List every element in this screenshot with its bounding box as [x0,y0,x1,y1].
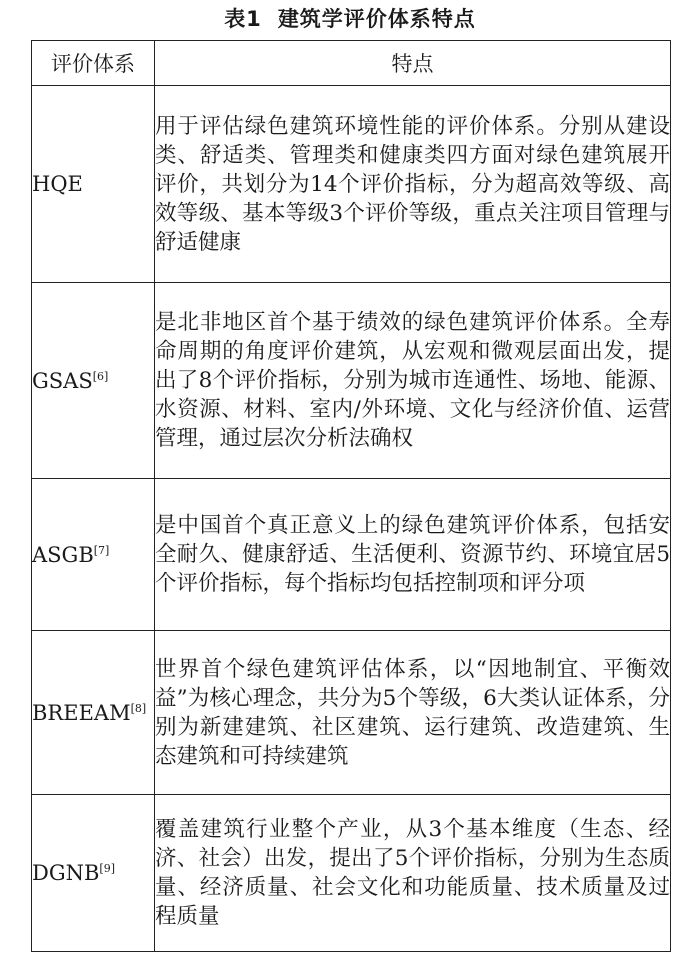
system-name-cell [32,86,155,283]
table-row [32,86,671,283]
system-name-cell [32,795,155,952]
column-header-system: 评价体系 [32,41,155,86]
table-row [32,283,671,479]
table-number: 表1 [224,7,262,31]
system-name-cell [32,479,155,631]
system-name: ASGB [32,542,94,567]
system-description: 用于评估绿色建筑环境性能的评价体系。分别从建设类、舒适类、管理类和健康类四方面对绿色建筑展开评价，共划分为14个评价指标，分为超高效等级、高效等级、基本等级3个评价等级，重点关注项目管理与舒适健康 [155,86,671,283]
system-description: 世界首个绿色建筑评估体系，以“因地制宜、平衡效益”为核心理念，共分为5个等级，6大类认证体系，分别为新建建筑、社区建筑、运行建筑、改造建筑、生态建筑和可持续建筑 [155,631,671,795]
table-row [32,631,671,795]
table-row [32,795,671,952]
column-header-features: 特点 [155,41,671,86]
reference-mark: [6] [92,369,109,383]
system-name: DGNB [32,861,100,885]
table-row [32,479,671,631]
system-description: 是北非地区首个基于绩效的绿色建筑评价体系。全寿命周期的角度评价建筑，从宏观和微观层面出发，提出了8个评价指标，分别为城市连通性、场地、能源、水资源、材料、室内/外环境、文化与经济价值、运营管理，通过层次分析法确权 [155,283,671,479]
system-name-cell [32,631,155,795]
reference-mark: [8] [130,701,147,715]
table-caption [0,6,700,32]
table-title: 建筑学评价体系特点 [277,7,476,31]
system-name: HQE [32,172,83,196]
system-name-cell [32,283,155,479]
system-name: GSAS [32,368,93,393]
system-description: 是中国首个真正意义上的绿色建筑评价体系，包括安全耐久、健康舒适、生活便利、资源节约、环境宜居5个评价指标，每个指标均包括控制项和评分项 [155,479,671,631]
table-header-row [32,41,671,86]
system-name: BREEAM [32,700,131,725]
evaluation-systems-table [31,40,671,952]
system-description: 覆盖建筑行业整个产业，从3个基本维度（生态、经济、社会）出发，提出了5个评价指标，分别为生态质量、经济质量、社会文化和功能质量、技术质量及过程质量 [155,795,671,952]
reference-mark: [7] [93,543,110,557]
reference-mark: [9] [99,862,116,875]
